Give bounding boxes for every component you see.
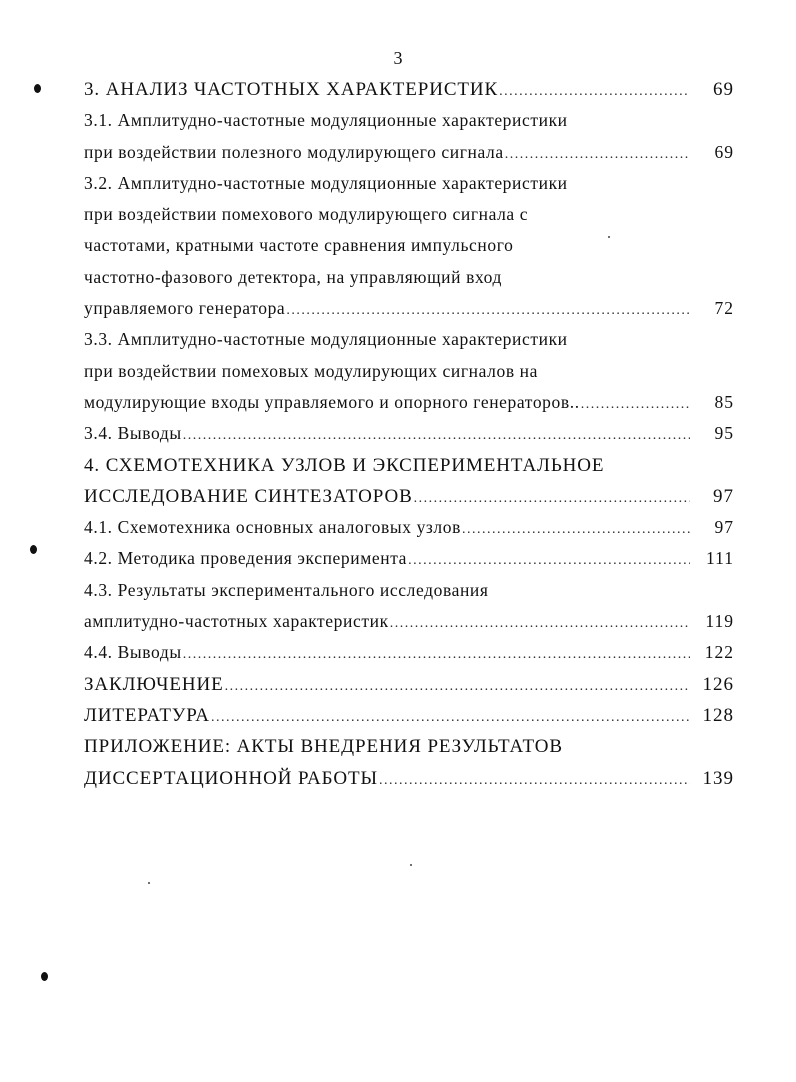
toc-page-number: 126 — [702, 673, 734, 695]
toc-entry-line — [84, 168, 734, 199]
toc-chapter-line — [84, 74, 734, 105]
toc-section-line — [84, 262, 734, 293]
toc-entry-text: ПРИЛОЖЕНИЕ: АКТЫ ВНЕДРЕНИЯ РЕЗУЛЬТАТОВ — [84, 736, 563, 758]
toc-entry-line — [84, 105, 734, 136]
toc-entry-line — [84, 481, 734, 514]
toc-entry-text: 3. АНАЛИЗ ЧАСТОТНЫХ ХАРАКТЕРИСТИК — [84, 79, 499, 100]
toc-entry-text: ЛИТЕРАТУРА — [84, 704, 210, 726]
dot-leader — [211, 702, 690, 733]
toc-entry-line — [84, 418, 734, 451]
toc-page-number: 111 — [706, 548, 734, 569]
dot-leader — [462, 514, 690, 545]
toc-entry-line — [84, 669, 734, 702]
toc-chapter-line — [84, 700, 734, 731]
toc-entry-text: 3.1. Амплитудно-частотные модуляционные характеристики — [84, 110, 568, 131]
toc-entry-line — [84, 137, 734, 170]
dot-leader — [505, 139, 690, 170]
scan-speck — [148, 882, 150, 884]
toc-entry-text: модулирующие входы управляемого и опорного генераторов.. — [84, 391, 580, 412]
scan-mark-dot — [41, 972, 48, 981]
toc-section-line — [84, 606, 734, 637]
toc-chapter-line — [84, 669, 734, 700]
dot-leader — [286, 295, 690, 326]
toc-section-line — [84, 387, 734, 418]
toc-chapter-line — [84, 763, 734, 794]
dot-leader — [390, 608, 690, 639]
dot-leader — [183, 420, 690, 451]
toc-entry-line — [84, 637, 734, 670]
dot-leader — [379, 765, 690, 796]
toc-page-number: 95 — [714, 423, 734, 444]
toc-page-number: 97 — [714, 517, 734, 538]
toc-page-number: 72 — [714, 298, 734, 319]
toc-entry-text: при воздействии помехового модулирующего сигнала с — [84, 204, 529, 225]
toc-entry-line — [84, 74, 734, 107]
toc-entry-text: частотами, кратными частоте сравнения импульсного — [84, 235, 514, 256]
toc-entry-line — [84, 230, 734, 261]
toc-entry-line — [84, 575, 734, 606]
dot-leader — [581, 389, 690, 420]
toc-entry-text: управляемого генератора — [84, 298, 286, 319]
toc-entry-line — [84, 324, 734, 355]
toc-entry-line — [84, 387, 734, 420]
toc-entry-line — [84, 450, 734, 481]
toc-section-line — [84, 230, 734, 261]
toc-entry-line — [84, 293, 734, 326]
scan-mark-dot — [30, 545, 37, 554]
toc-section-line — [84, 168, 734, 199]
toc-page-number: 139 — [702, 767, 734, 789]
toc-entry-text: при воздействии помеховых модулирующих сигналов на — [84, 360, 538, 381]
toc-entry-text: 4.3. Результаты экспериментального исследования — [84, 579, 489, 600]
scan-speck — [410, 864, 412, 866]
dot-leader — [408, 545, 690, 576]
toc-section-line — [84, 324, 734, 355]
toc-chapter-line — [84, 731, 734, 762]
toc-page-number: 85 — [714, 391, 734, 412]
toc-chapter-line — [84, 481, 734, 512]
toc-section-line — [84, 199, 734, 230]
scan-mark-dot — [34, 84, 41, 93]
dot-leader — [183, 639, 690, 670]
toc-entry-text: при воздействии полезного модулирующего сигнала — [84, 141, 504, 162]
toc-section-line — [84, 356, 734, 387]
toc-entry-text: ДИССЕРТАЦИОННОЙ РАБОТЫ — [84, 767, 378, 789]
toc-page-number: 128 — [702, 704, 734, 726]
dot-leader — [225, 671, 690, 702]
toc-entry-text: 4.2. Методика проведения эксперимента — [84, 548, 408, 569]
toc-entry-text: 3.2. Амплитудно-частотные модуляционные характеристики — [84, 172, 568, 193]
toc-chapter-line — [84, 450, 734, 481]
dot-leader — [499, 76, 690, 107]
toc-entry-line — [84, 262, 734, 293]
toc-entry-text: 3.4. Выводы — [84, 423, 182, 444]
toc-entry-line — [84, 543, 734, 576]
toc-section-line — [84, 543, 734, 574]
toc-entry-text: 4.1. Схемотехника основных аналоговых узлов — [84, 517, 461, 538]
toc-page-number: 69 — [713, 79, 734, 100]
toc-entry-text: 4. СХЕМОТЕХНИКА УЗЛОВ И ЭКСПЕРИМЕНТАЛЬНОЕ — [84, 454, 605, 476]
toc-section-line — [84, 512, 734, 543]
toc-entry-text: частотно-фазового детектора, на управляющий вход — [84, 266, 502, 287]
toc-entry-text: 4.4. Выводы — [84, 642, 182, 663]
toc-entry-text: 3.3. Амплитудно-частотные модуляционные характеристики — [84, 329, 568, 350]
page-number: 3 — [393, 48, 403, 68]
toc-entry-text: ЗАКЛЮЧЕНИЕ — [84, 673, 224, 695]
toc-section-line — [84, 105, 734, 136]
toc-entry-line — [84, 731, 734, 762]
table-of-contents — [84, 74, 734, 794]
toc-entry-line — [84, 700, 734, 733]
toc-section-line — [84, 418, 734, 449]
toc-page-number: 97 — [713, 485, 734, 507]
toc-entry-line — [84, 356, 734, 387]
dot-leader — [414, 483, 690, 514]
toc-page-number: 119 — [705, 611, 734, 632]
toc-page-number: 69 — [714, 141, 734, 162]
toc-entry-line — [84, 512, 734, 545]
toc-section-line — [84, 575, 734, 606]
toc-entry-text: амплитудно-частотных характеристик — [84, 611, 389, 632]
toc-page-number: 122 — [704, 642, 734, 663]
toc-section-line — [84, 137, 734, 168]
toc-entry-line — [84, 199, 734, 230]
toc-entry-text: ИССЛЕДОВАНИЕ СИНТЕЗАТОРОВ — [84, 485, 413, 507]
toc-section-line — [84, 637, 734, 668]
toc-section-line — [84, 293, 734, 324]
toc-entry-line — [84, 763, 734, 796]
toc-entry-line — [84, 606, 734, 639]
